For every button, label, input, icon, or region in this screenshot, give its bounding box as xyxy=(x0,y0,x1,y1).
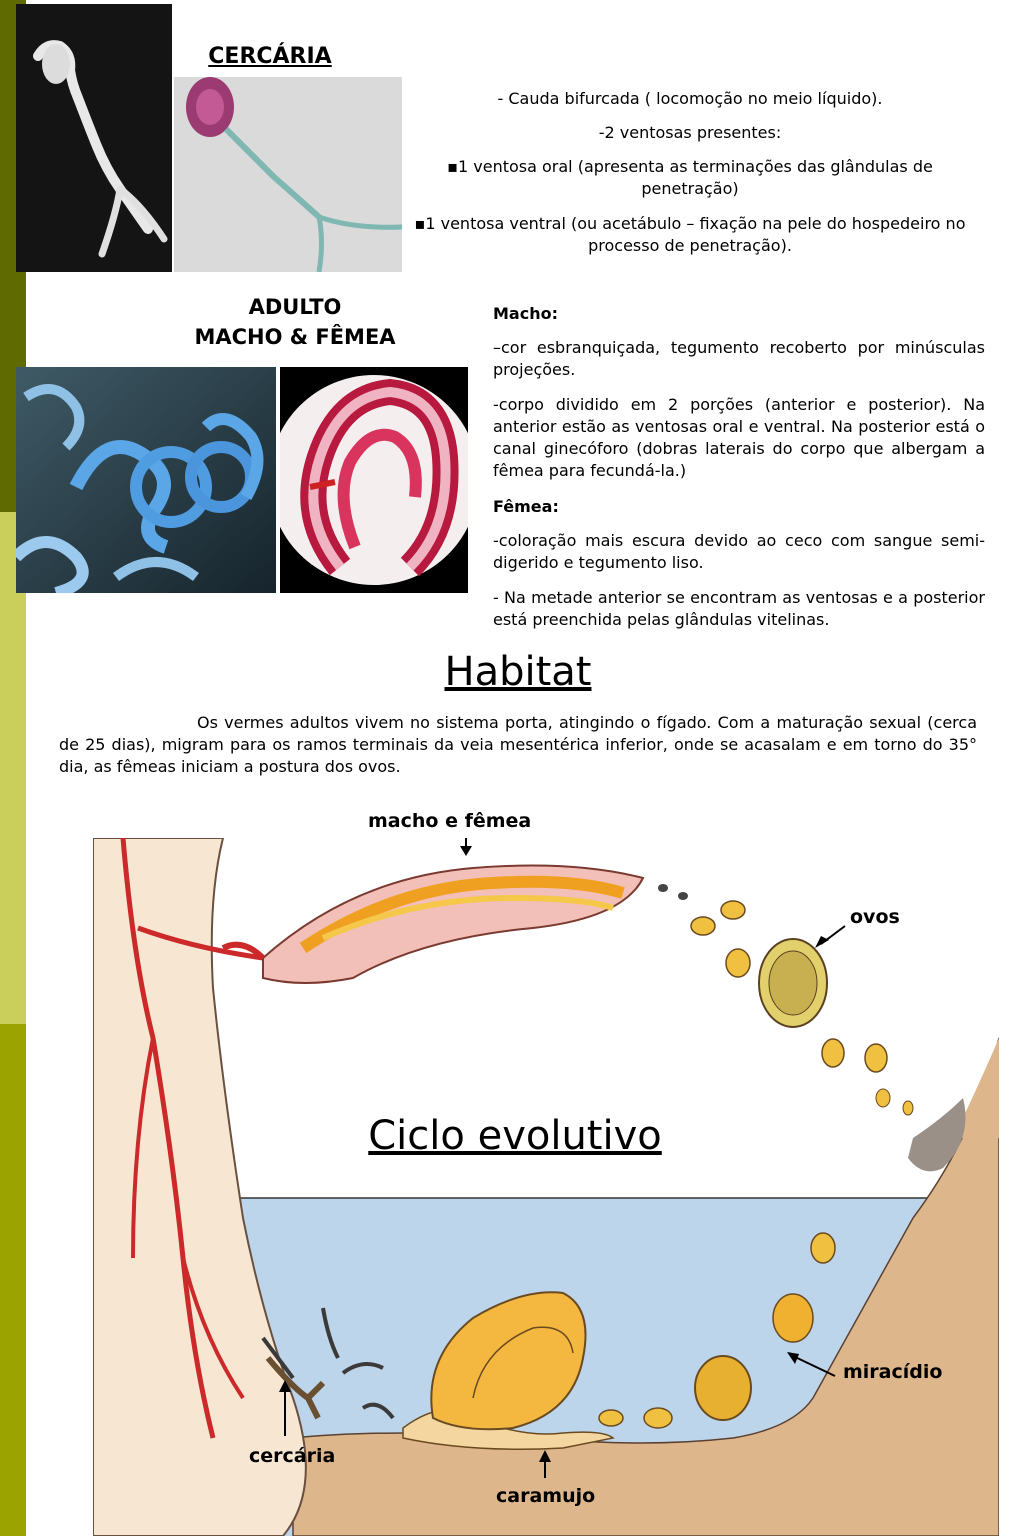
cercaria-line-4: ▪1 ventosa ventral (ou acetábulo – fixação na pele do hospedeiro no processo de penetração). xyxy=(414,214,966,255)
life-cycle-illustration xyxy=(93,838,999,1536)
cycle-title: Ciclo evolutivo xyxy=(368,1113,662,1159)
adult-worms-blue-photo xyxy=(16,367,276,593)
cercaria-title: CERCÁRIA xyxy=(208,44,332,69)
macho-paragraph-1: –cor esbranquiçada, tegumento recoberto por minúsculas projeções. xyxy=(493,338,985,379)
adult-title-line-2: MACHO & FÊMEA xyxy=(194,325,396,349)
macho-heading: Macho: xyxy=(493,304,558,323)
habitat-paragraph: Os vermes adultos vivem no sistema porta, atingindo o fígado. Com a maturação sexual (cerca de 25 dias), migram para os ramos terminais da veia mesentérica inferior, onde se acasalam e em torno do 35° dia, as fêmeas iniciam a postura dos ovos. xyxy=(59,713,977,776)
cercaria-line-1: - Cauda bifurcada ( locomoção no meio líquido). xyxy=(497,89,883,108)
label-macho-femea: macho e fêmea xyxy=(368,810,532,832)
femea-paragraph-2: - Na metade anterior se encontram as ventosas e a posterior está preenchida pelas glândulas vitelinas. xyxy=(493,588,985,629)
femea-paragraph-1: -coloração mais escura devido ao ceco com sangue semi-digerido e tegumento liso. xyxy=(493,531,985,572)
habitat-title: Habitat xyxy=(444,649,592,695)
cercaria-stained-photo xyxy=(174,77,402,272)
label-ovos: ovos xyxy=(850,906,900,928)
adult-title xyxy=(170,292,420,352)
cercaria-line-2: -2 ventosas presentes: xyxy=(598,123,782,142)
label-cercaria: cercária xyxy=(249,1445,336,1467)
cercaria-line-3: ▪1 ventosa oral (apresenta as terminações das glândulas de penetração) xyxy=(447,157,933,198)
adult-worms-red-photo xyxy=(280,367,468,593)
adult-title-line-1: ADULTO xyxy=(248,295,342,319)
cercaria-micrograph-photo xyxy=(16,4,172,272)
macho-paragraph-2: -corpo dividido em 2 porções (anterior e posterior). Na anterior estão as ventosas oral e ventral. Na posterior está o canal ginecóforo (dobras laterais do corpo que albergam a fêmea para fecundá-la.) xyxy=(493,395,985,480)
femea-heading: Fêmea: xyxy=(493,497,559,516)
label-miracidio: miracídio xyxy=(843,1361,943,1383)
sidebar-bar-bottom xyxy=(0,1024,26,1536)
label-caramujo: caramujo xyxy=(496,1485,596,1507)
